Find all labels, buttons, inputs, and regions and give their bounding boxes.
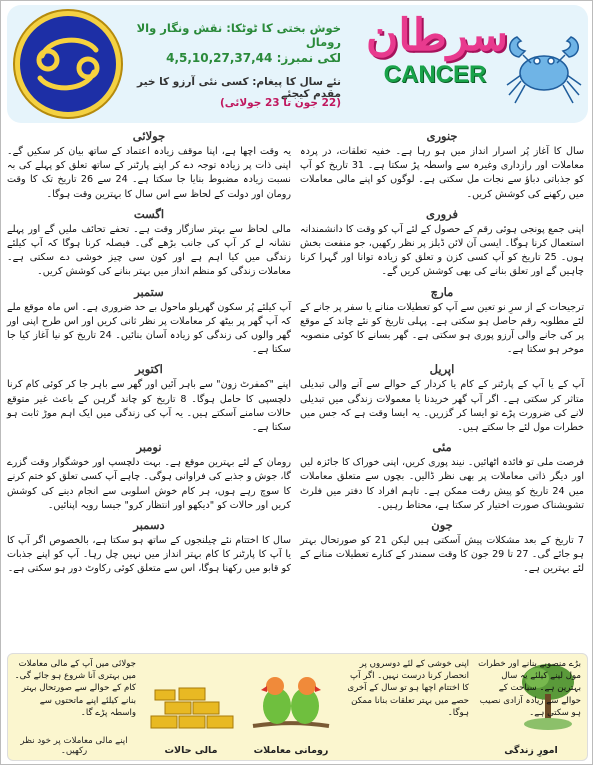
lucky-numbers-line: لکی نمبرز: 4,5,10,27,37,44 xyxy=(166,51,341,65)
summary-strip xyxy=(7,653,588,761)
month-text: آپ کیلئے پُر سکون گھریلو ماحول بے حد ضروری ہے۔ اس ماہ موقع ملے کہ آپ گھر پر بیٹھ کر معاملات پر نظر ثانی کریں اور اس طرح اپنی اور گھر والوں کی زندگی کو زیادہ آسان بنائیں۔ 24 تاریخ کو نیا آغاز کیا جا سکتا ہے۔ xyxy=(7,301,291,356)
months-column-jan-jun xyxy=(300,129,584,582)
month-title: نومبر xyxy=(136,440,162,455)
lovebirds-icon xyxy=(249,668,333,738)
box-footnote: اپنے مالی معاملات پر خود نظر رکھیں۔ xyxy=(20,736,128,756)
gold-bars-icon xyxy=(145,666,237,736)
lucky-charm-line: خوش بختی کا ٹوٹکا: نقش ونگار والا رومال xyxy=(136,21,341,49)
month-section-august xyxy=(7,207,291,280)
crab-icon xyxy=(499,15,589,111)
month-title: جولائی xyxy=(132,129,166,143)
date-range-line: (22 جون تا 23 جولائی) xyxy=(219,97,341,109)
month-text: اپنی جمع پونجی ہوئی رقم کے حصول کے لئے آپ کو وقت کا دانشمندانہ استعمال کرنا ہوگا۔ ایسی آن لائن ڈیلز پر نظر رکھیں، جو منفعت بخش ہوں۔ 25 تاریخ کو آپ کسی کزن و تعلق کو زیادہ توانا اور گہرا کرنا چاہیں گے اور تعلق بنانے کی بھی کوشش کریں گے۔ xyxy=(300,223,584,278)
month-text: سال کا اختتام نئے چیلنجوں کے ساتھ ہو سکتا ہے، بالخصوص اگر آپ کا یا آپ کا پارٹنر کا کام بہتر انداز میں نہیں چل رہا۔ آپ کو اپنے جذبات کو قابو میں رکھنا ہوگا، اس سے متعلق کوئی رکاوٹ دور ہو سکتی ہے۔ xyxy=(7,535,291,575)
horoscope-header xyxy=(7,5,588,123)
month-text: ترجیحات کے از سرِ نو تعین سے آپ کو تعطیلات منانے یا سفر پر جانے کے لئے مطلوبہ رقم حاصل ہو سکتی ہے۔ پہلی تاریخ کو نئے چاند کے موقع پر کی جانے والی آرزو پوری ہو سکتی ہے۔ گھر بسانے کا کوئی منصوبہ موخر ہو سکتا ہے۔ xyxy=(300,301,584,356)
month-section-october xyxy=(7,362,291,435)
month-text: فرصت ملی تو فائدہ اٹھائیں۔ نیند پوری کریں، اپنی خوراک کا جائزہ لیں اور دیگر ذاتی معاملات پر بھی نظر ڈالیں۔ بچوں سے متعلق معاملات میں 24 تاریخ کو پیش رفت ممکن ہے۔ تاہم افراد کا دفتر میں فلرٹ تشویشناک صورت اختیار کر سکتا ہے، محتاط رہیں۔ xyxy=(300,457,584,511)
months-column-jul-dec xyxy=(7,129,291,582)
cancer-zodiac-emblem xyxy=(15,11,121,117)
month-section-april xyxy=(300,362,584,435)
box-label: مالی حالات xyxy=(164,745,218,756)
finance-text-box xyxy=(12,658,136,758)
month-title: جون xyxy=(431,518,453,533)
month-title: مئی xyxy=(432,440,452,455)
box-text: اپنی خوشی کے لئے دوسروں پر انحصار کرنا درست نہیں۔ اگر آپ کا اختتام اچھا ہو تو سال کے آخری حصے میں بہتر تعلقات بنانا ممکن ہوگا۔ xyxy=(347,659,469,718)
month-title: دسمبر xyxy=(133,518,165,533)
month-text: مالی لحاظ سے بہتر سازگار وقت ہے۔ تحفے تحائف ملیں گے اور پہلے نشانہ لے کر آپ کی جانب بڑھے گی۔ فیصلہ کرنا ہوگا کہ آپ کیلئے زندگی میں کیا اہم ہے اور کون سی چیز خوشی دے سکتی ہے۔ معاملات زندگی کو منظم انداز میں بہتر بنانے کی کوشش کریں۔ xyxy=(7,223,291,278)
life-affairs-box xyxy=(473,658,581,758)
month-text: سال کا آغاز پُر اسرار انداز میں ہو رہا ہے۔ خفیہ تعلقات، در پردہ معاملات اور رازداری وغیرہ سے واسطہ پڑ سکتا ہے۔ 31 تاریخ کو آپ کو جذباتی دباؤ سے نجات مل سکتی ہے۔ لوگوں کو اپنے مالی معاملات میں رکھنے کی کوشش کریں۔ xyxy=(300,146,584,200)
new-year-message-line: نئے سال کا پیغام: کسی نئی آرزو کا خیر مقدم کیجئے xyxy=(137,76,341,100)
month-title: اپریل xyxy=(429,362,455,377)
cancer-glyph-icon xyxy=(20,16,116,112)
month-title: اکتوبر xyxy=(135,362,163,377)
box-text: جولائی میں آپ کے مالی معاملات میں بہتری آنا شروع ہو جائے گی۔ کام کے حوالے سے صورتحال بہتر بنانے کیلئے اپنے ماتحتوں سے واسطہ پڑے گا۔ xyxy=(14,659,136,718)
month-section-september xyxy=(7,285,291,358)
month-section-february xyxy=(300,207,584,280)
month-section-december xyxy=(7,518,291,577)
month-section-may xyxy=(300,440,584,513)
month-section-november xyxy=(7,440,291,513)
month-text: 7 تاریخ کے بعد مشکلات پیش آسکتی ہیں لیکن 21 کو صورتحال بہتر ہو جائے گی۔ 27 تا 29 جون کا وقت سمندر کے کنارے تعطیلات منانے کے لئے بہترین ہے۔ xyxy=(300,535,584,575)
month-text: آپ کے یا آپ کے پارٹنر کے کام یا کردار کے حوالے سے آنے والی تبدیلی متاثر کر سکتی ہے۔ اگر آپ گھر خریدنا یا معمولات زندگی میں تبدیلی لانے کی ضرورت پڑے تو ایسا کر گزریں۔ یہ ایسا وقت ہے کہ جس میں خطرات مول لئے جا سکتے ہیں۔ xyxy=(300,379,584,434)
box-text: بڑے منصوبے بنانے اور خطرات مول لینے کیلئے یہ سال بہترین ہے۔ سیاحت کے حوالے سے زیادہ آزادی نصیب ہو سکتی ہے۔ xyxy=(478,659,581,718)
month-section-june xyxy=(300,518,584,577)
month-title: فروری xyxy=(426,206,458,221)
month-title: جنوری xyxy=(426,129,458,143)
sign-title-urdu: سرطان xyxy=(366,10,508,61)
romance-text-box xyxy=(341,658,469,758)
month-text: اپنے "کمفرٹ زون" سے باہر آئیں اور گھر سے باہر جا کر کوئی کام کرنا دلچسپی کا حامل ہوگا۔ 8 تاریخ کو چاند گرہن کے باعث غیر متوقع حالات سامنے آسکتے ہیں۔ یہ آپ کی زندگی میں ایک اہم موڑ ثابت ہو سکتا ہے۔ xyxy=(7,379,291,434)
month-text: رومان کے لئے بہترین موقع ہے۔ بہت دلچسپ اور خوشگوار وقت گزرے گا، جوش و جذبے کی فراوانی ہوگی۔ چاہے آپ کسی تعلق کو ختم کرنے کا سوچ رہے ہوں، ہر کام خوش اسلوبی سے انجام دینے کی کوشش کریں اور حالات کو "دیکھو اور انتظار کرو" جیسا رویہ اپنائیں۔ xyxy=(7,457,291,511)
month-title: مارچ xyxy=(430,284,454,299)
gold-bars-box xyxy=(141,658,241,758)
month-title: اگست xyxy=(133,206,165,221)
box-label: امورِ زندگی xyxy=(504,745,558,756)
month-section-january xyxy=(300,129,584,202)
sign-title-english: CANCER xyxy=(383,61,487,88)
lovebirds-box xyxy=(245,658,337,758)
month-text: یہ وقت اچھا ہے، اپنا موقف زیادہ اعتماد کے ساتھ بیان کر سکیں گے۔ اپنی ذات پر زیادہ توجہ دے کر اپنے پارٹنر کے ساتھ تعلق کو پہلے کی بہ نسبت زیادہ مضبوط بنایا جا سکتا ہے۔ 24 سے 26 تاریخ تک کا وقت رومان اور دولت کے لحاظ سے اس سال کا بہترین وقت ہوگا۔ xyxy=(7,146,291,200)
month-section-march xyxy=(300,285,584,358)
month-section-july xyxy=(7,129,291,202)
month-title: ستمبر xyxy=(134,284,164,299)
box-label: رومانی معاملات xyxy=(253,745,329,756)
